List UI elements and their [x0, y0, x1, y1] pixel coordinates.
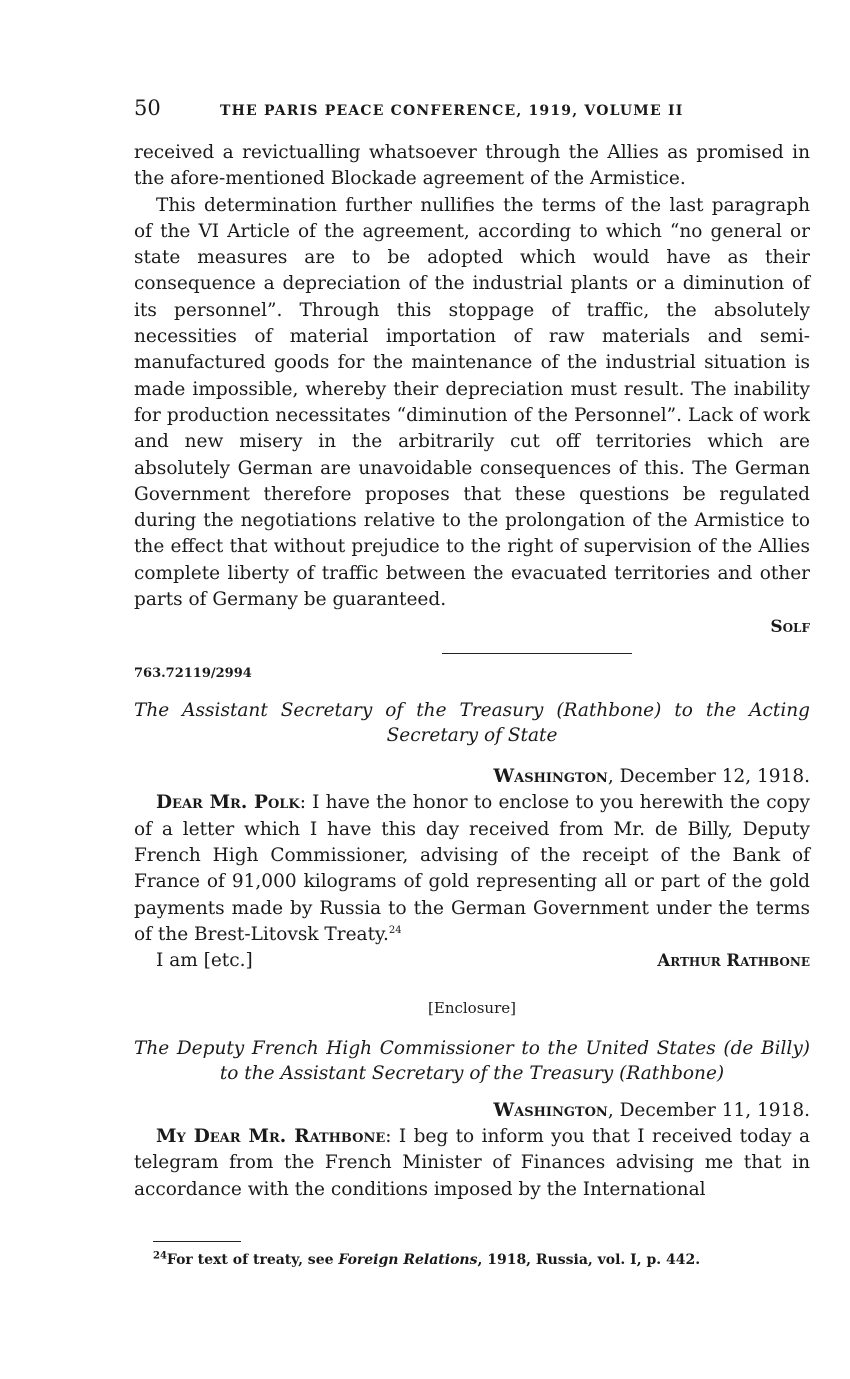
closing-text: I am [etc.]: [156, 950, 253, 972]
footnote-text-after: , 1918, Russia, vol. I, p. 442.: [477, 1252, 701, 1268]
letter-body-text: : I have the honor to enclose to you herewith the copy of a letter which I have this day received from Mr. de Billy, Deputy French High Commissioner, advising of the receipt of the Bank of France of 91,000 kilograms of gold representing all or part of the gold payments made by Russia to the German Government under the terms of the Brest-Litovsk Treaty.: [134, 792, 810, 945]
signature-solf: Solf: [770, 617, 810, 638]
enclosure-body-text: : I beg to inform you that I received today a telegram from the French Minister of Finances advising me that in accordance with the conditions imposed by the International: [134, 1126, 810, 1200]
signature-rathbone: Arthur Rathbone: [657, 951, 810, 971]
section-divider: [134, 653, 810, 654]
footnote-text-before: For text of treaty, see: [166, 1252, 339, 1268]
page-header: [134, 96, 810, 126]
footnote-divider: [153, 1241, 241, 1242]
enclosure-label: [Enclosure]: [428, 999, 516, 1018]
salutation: Dear Mr. Polk: [156, 792, 300, 814]
footnote-marker: 24: [153, 1250, 167, 1262]
closing-line: [134, 948, 810, 974]
dateline-place: Washington: [493, 766, 608, 788]
enclosure-title: The Deputy French High Commissioner to the United States (de Billy) to the Assistant Secretary of the Treasury (Rathbone): [134, 1038, 810, 1085]
enclosure-dateline-date: , December 11, 1918.: [607, 1100, 810, 1122]
footnote-publication: Foreign Relations: [338, 1252, 478, 1268]
enclosure-dateline-place: Washington: [493, 1100, 608, 1122]
document-title: The Assistant Secretary of the Treasury (Rathbone) to the Acting Secretary of State: [134, 700, 810, 747]
file-number: 763.72119/2994: [134, 666, 252, 682]
footnote-reference: 24: [388, 924, 402, 936]
letter-paragraph-continued: received a revictualling whatsoever through the Allies as promised in the afore-mentioned Blockade agreement of the Armistice.: [134, 142, 810, 190]
running-title: THE PARIS PEACE CONFERENCE, 1919, VOLUME II: [220, 103, 684, 119]
footnote: [153, 1250, 700, 1270]
document-page: [134, 96, 810, 1203]
enclosure-salutation: My Dear Mr. Rathbone: [156, 1126, 386, 1148]
enclosure-body: [134, 1124, 810, 1203]
letter-paragraph: This determination further nullifies the terms of the last paragraph of the VI Article of the agreement, according to which “no general or state measures are to be adopted which would have as their consequence a depreciation of the industrial plants or a diminution of its personnel”. Through this stoppage of traffic, the absolutely necessities of material importation of raw materials and semi-manufactured goods for the maintenance of the industrial situation is made impossible, whereby their depreciation must result. The inability for production necessitates “diminution of the Personnel”. Lack of work and new misery in the arbitrarily cut off territories which are absolutely German are unavoidable consequences of this. The German Government therefore proposes that these questions be regulated during the negotiations relative to the prolongation of the Armistice to the effect that without prejudice to the right of supervision of the Allies complete liberty of traffic between the evacuated territories and other parts of Germany be guaranteed.: [134, 194, 810, 611]
dateline-date: , December 12, 1918.: [607, 766, 810, 788]
page-number: 50: [134, 96, 161, 120]
dateline: [134, 764, 810, 790]
letter-body: [134, 790, 810, 948]
enclosure-dateline: [134, 1098, 810, 1124]
